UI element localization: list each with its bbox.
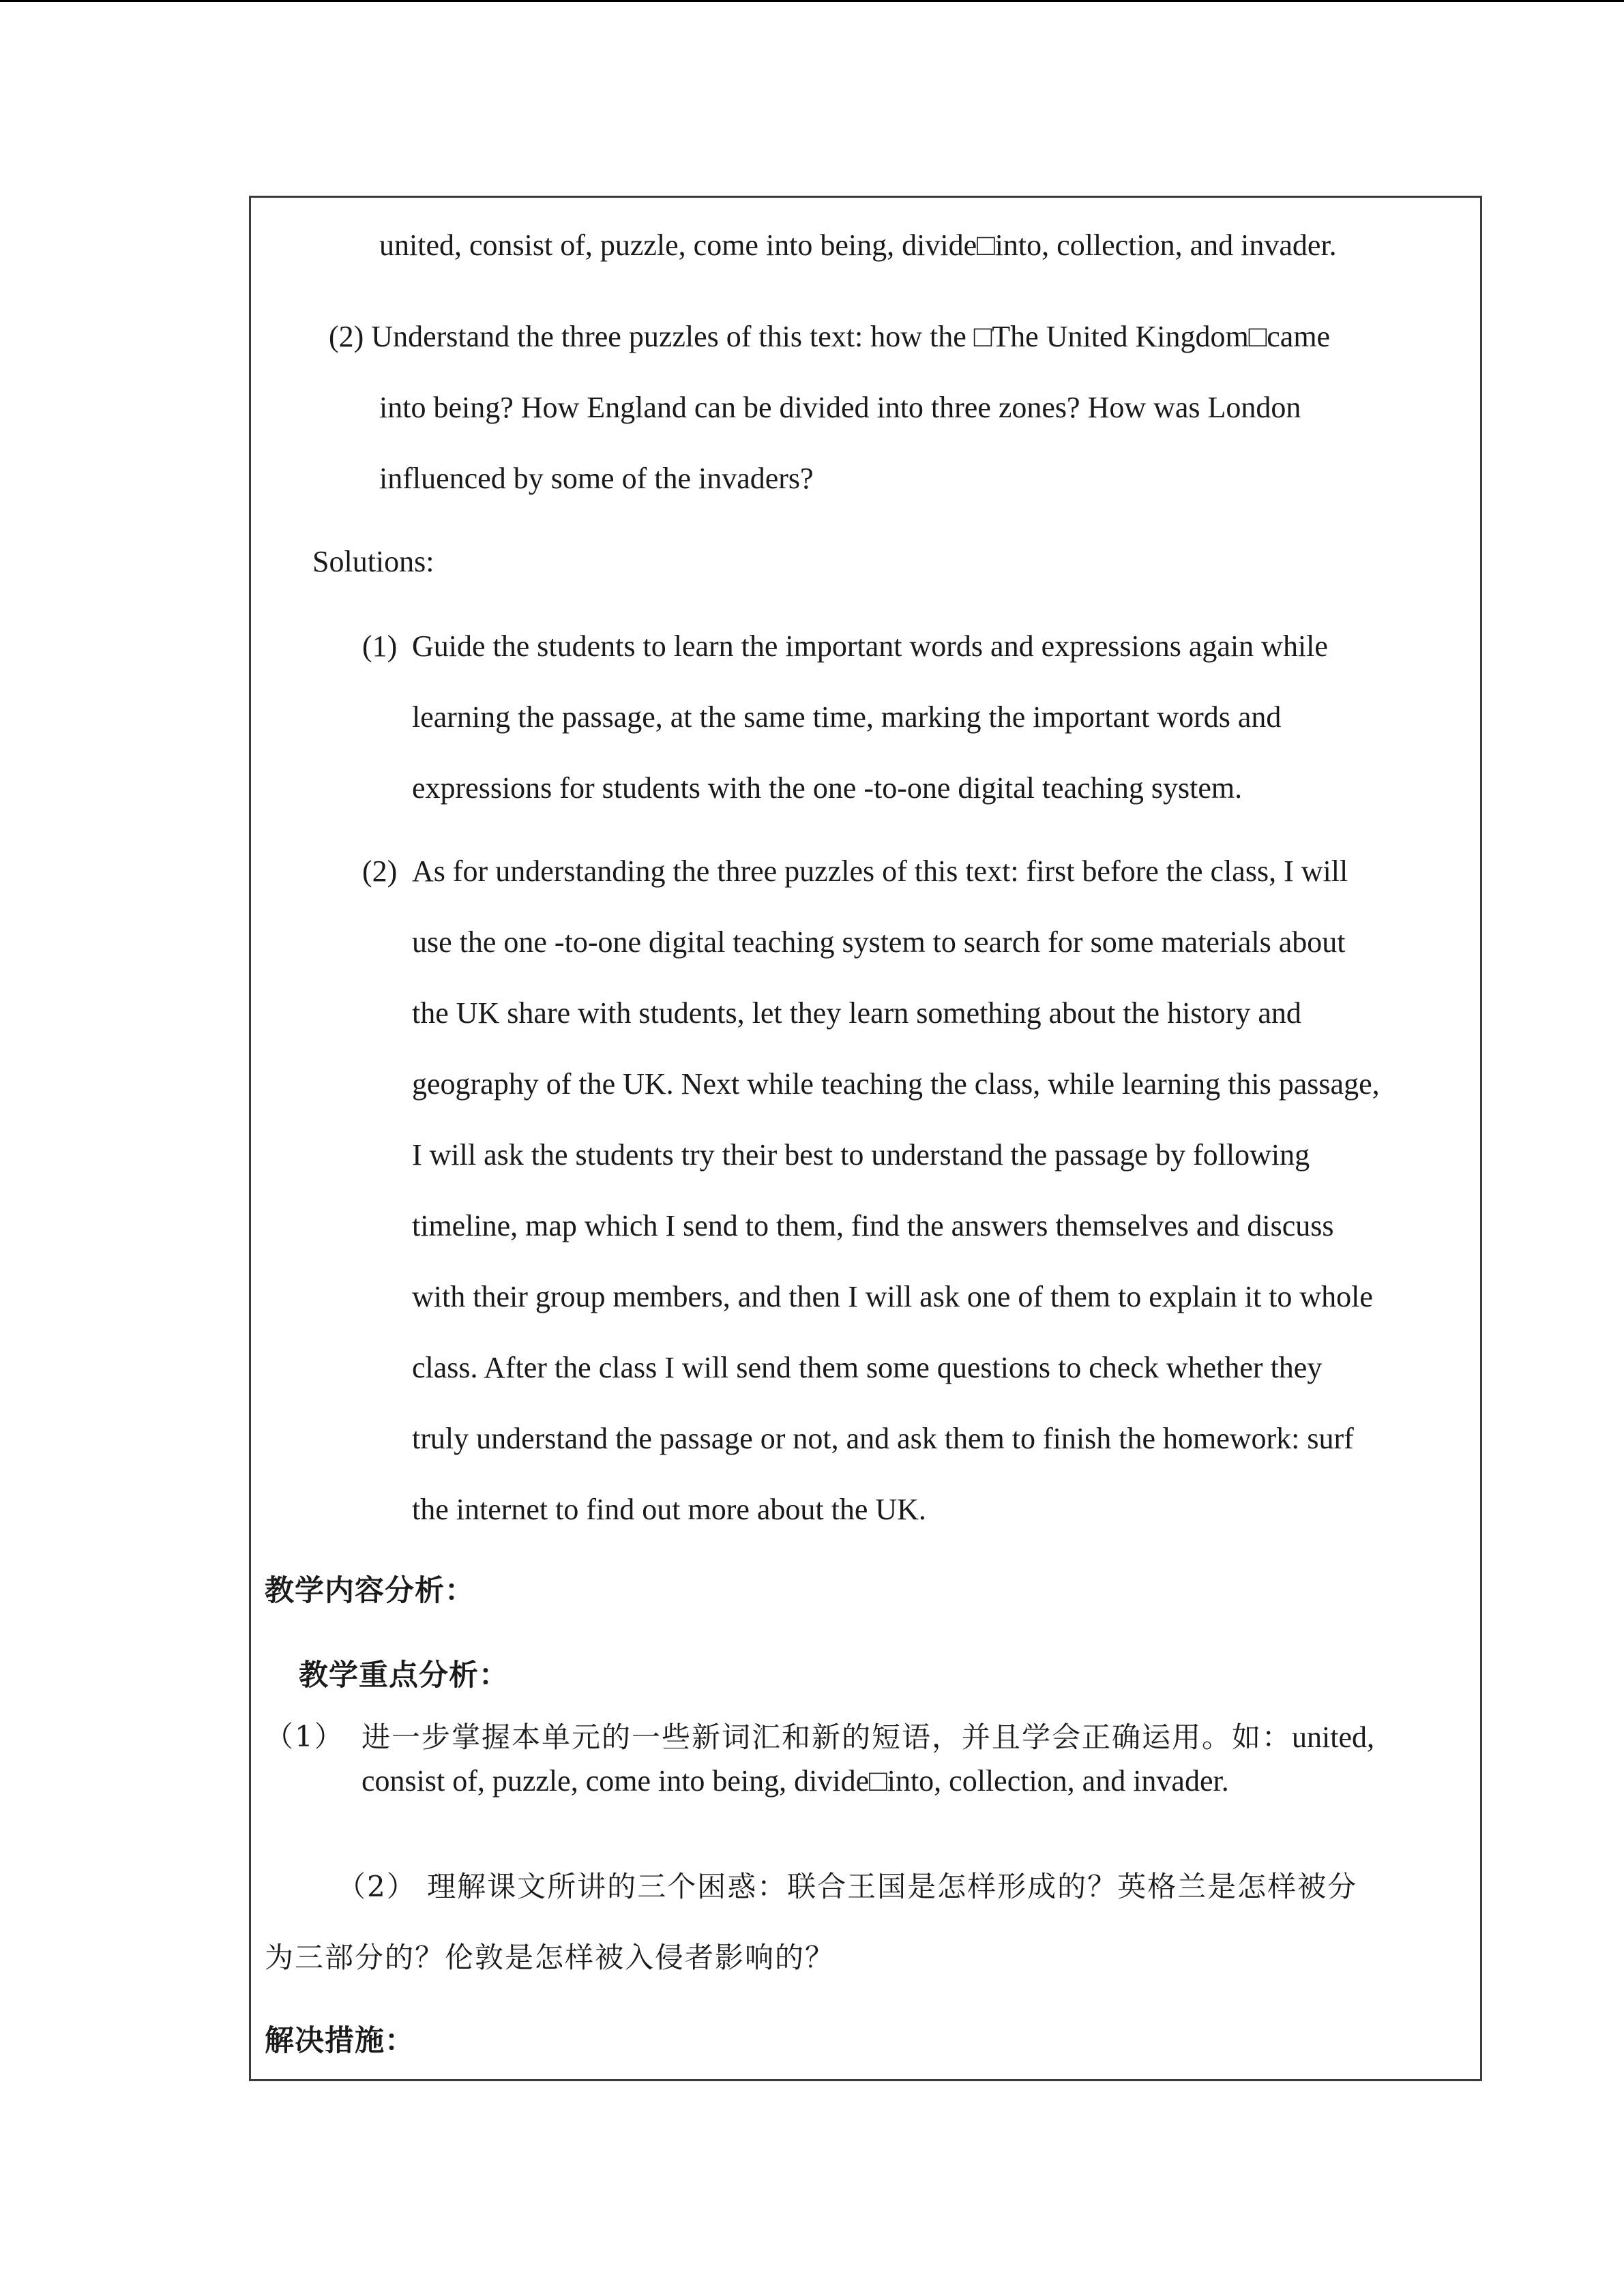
solution-2-line-10: the internet to find out more about the UK. bbox=[412, 1493, 926, 1526]
solutions-heading-cn: 解决措施： bbox=[265, 2024, 415, 2058]
objective-2-line-3: influenced by some of the invaders? bbox=[379, 462, 814, 495]
key-points-heading: 教学重点分析： bbox=[299, 1658, 509, 1693]
point-1-number: （1） bbox=[265, 1720, 344, 1753]
solution-2-line-7: with their group members, and then I will ask one of them to explain it to whole bbox=[412, 1280, 1373, 1313]
solution-2-line-9: truly understand the passage or not, and ask them to finish the homework: surf bbox=[412, 1422, 1354, 1455]
solution-2-line-5: I will ask the students try their best to understand the passage by following bbox=[412, 1138, 1310, 1172]
point-1-chinese-text: 进一步掌握本单元的一些新词汇和新的短语，并且学会正确运用。如： bbox=[361, 1720, 1293, 1754]
solution-2-number: (2) bbox=[362, 854, 398, 888]
solution-1-line-1: Guide the students to learn the important words and expressions again while bbox=[412, 629, 1328, 663]
solution-1-line-3: expressions for students with the one -to-one digital teaching system. bbox=[412, 771, 1243, 805]
point-2-line-2: 为三部分的？伦敦是怎样被入侵者影响的？ bbox=[265, 1941, 836, 1974]
objective-2-line-1: (2) Understand the three puzzles of this text: how the □The United Kingdom□came bbox=[329, 320, 1331, 353]
content-analysis-heading: 教学内容分析： bbox=[265, 1574, 475, 1608]
page-top-border bbox=[0, 0, 1624, 2]
solutions-heading: Solutions: bbox=[312, 545, 434, 578]
solution-1-line-2: learning the passage, at the same time, marking the important words and bbox=[412, 700, 1282, 734]
solution-2-line-8: class. After the class I will send them some questions to check whether they bbox=[412, 1351, 1323, 1384]
objective-2-line-2: into being? How England can be divided into three zones? How was London bbox=[379, 391, 1301, 424]
point-2-line-1: （2） 理解课文所讲的三个困惑：联合王国是怎样形成的？英格兰是怎样被分 bbox=[337, 1870, 1358, 1903]
solution-1-number: (1) bbox=[362, 629, 398, 663]
objective-1-continuation: united, consist of, puzzle, come into being, divide□into, collection, and invader. bbox=[379, 228, 1337, 262]
solution-2-line-6: timeline, map which I send to them, find the answers themselves and discuss bbox=[412, 1209, 1334, 1242]
point-1-english-tail: united, bbox=[1292, 1720, 1374, 1754]
solution-2-line-2: use the one -to-one digital teaching system to search for some materials about bbox=[412, 925, 1346, 959]
solution-2-line-4: geography of the UK. Next while teaching the class, while learning this passage, bbox=[412, 1067, 1380, 1101]
solution-2-line-3: the UK share with students, let they learn something about the history and bbox=[412, 996, 1301, 1030]
point-1-line-2: consist of, puzzle, come into being, divide□into, collection, and invader. bbox=[361, 1764, 1229, 1798]
solution-2-line-1: As for understanding the three puzzles of this text: first before the class, I will bbox=[412, 854, 1348, 888]
point-1-line-1 bbox=[361, 1720, 1374, 1754]
